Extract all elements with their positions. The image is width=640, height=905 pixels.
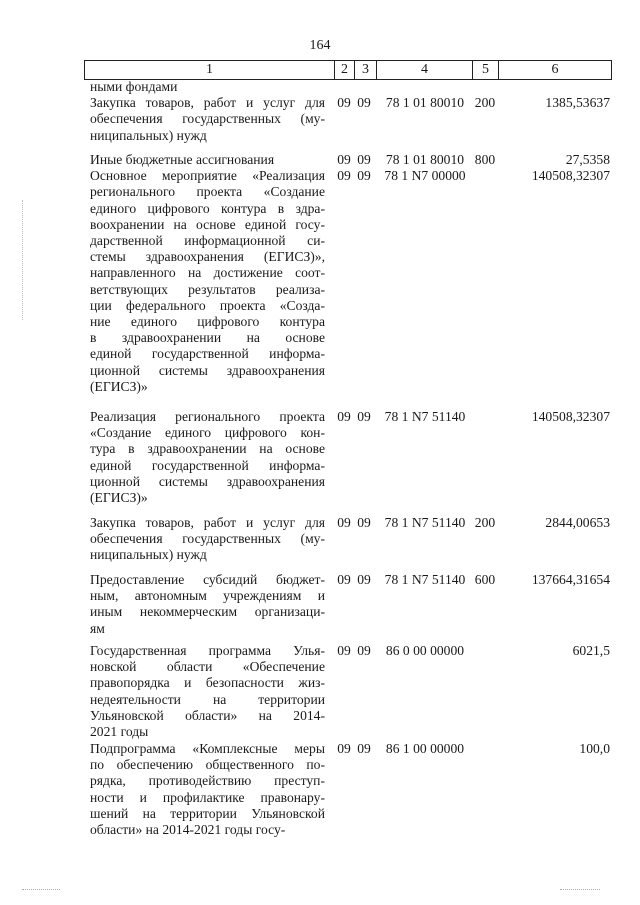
row-subsection: 09	[357, 152, 371, 167]
table-row	[0, 152, 640, 168]
row-name-line: тура в здравоохранении на основе	[90, 441, 325, 457]
table-row	[0, 95, 640, 144]
row-subsection: 09	[357, 95, 371, 111]
row-name-line: ям	[90, 620, 105, 636]
row-expense-type: 200	[474, 95, 496, 111]
row-name-line: Предоставление субсидий бюджет-	[90, 572, 325, 587]
row-amount: 2844,00653	[545, 515, 610, 530]
row-name-line: Реализация регионального проекта	[90, 409, 325, 424]
table-row	[0, 741, 640, 838]
row-target-article: 78 1 01 80010	[385, 95, 465, 111]
row-expense-type: 200	[474, 515, 496, 530]
row-section: 09	[337, 741, 351, 756]
header-col-4: 4	[377, 61, 473, 79]
scan-edge-mark	[22, 200, 24, 320]
table-row	[0, 572, 640, 637]
row-name-line: ветствующих результатов реализа-	[90, 281, 325, 297]
row-amount: 140508,32307	[531, 168, 610, 184]
row-name-line: ционной системы здравоохранения	[90, 362, 325, 378]
row-name	[90, 409, 325, 506]
row-target-article: 78 1 N7 51140	[384, 572, 466, 587]
row-name-line: единой государственной информа-	[90, 346, 325, 362]
row-expense-type: 800	[474, 152, 496, 167]
row-subsection: 09	[357, 572, 371, 587]
row-expense-type: 600	[474, 572, 496, 587]
page-number: 164	[309, 38, 331, 53]
row-name-line: ние единого цифрового контура	[90, 314, 325, 330]
row-subsection: 09	[357, 515, 371, 530]
row-section: 09	[337, 409, 351, 424]
row-name-line: по обеспечению общественного по-	[90, 757, 325, 773]
row-name-line: ности и профилактике правонару-	[90, 789, 325, 805]
row-subsection: 09	[357, 643, 371, 658]
header-col-2: 2	[335, 61, 355, 79]
row-name-line: Иные бюджетные ассигнования	[90, 152, 275, 167]
row-name-line: единого цифрового контура в здра-	[90, 200, 325, 216]
row-name	[90, 572, 325, 637]
row-name-line: ции федерального проекта «Созда-	[90, 297, 325, 313]
row-name-line: Основное мероприятие «Реализация	[90, 168, 325, 184]
row-name-line: единой государственной информа-	[90, 457, 325, 473]
row-section: 09	[337, 515, 351, 530]
row-name-line: ниципальных) нужд	[90, 127, 207, 143]
row-name-line: «Создание единого цифрового кон-	[90, 425, 325, 441]
row-amount: 140508,32307	[531, 409, 610, 424]
row-name-line: Закупка товаров, работ и услуг для	[90, 95, 325, 111]
row-name	[90, 95, 325, 144]
row-subsection: 09	[357, 168, 371, 184]
row-section: 09	[337, 95, 351, 111]
row-name-line: Ульяновской области» на 2014-	[90, 707, 325, 723]
table-row	[0, 79, 640, 95]
row-name	[90, 643, 325, 740]
row-name	[90, 515, 325, 564]
header-col-5: 5	[473, 61, 499, 79]
row-target-article: 78 1 01 80010	[385, 152, 465, 167]
row-name-line: правопорядка и безопасности жиз-	[90, 675, 325, 691]
row-amount: 27,5358	[565, 152, 610, 167]
row-name-line: рядка, противодействию преступ-	[90, 773, 325, 789]
row-name	[90, 741, 325, 838]
row-name-line: дарственной информационной си-	[90, 233, 325, 248]
row-name-line: направленного на достижение соот-	[90, 265, 325, 281]
row-name-line: стемы здравоохранения (ЕГИСЗ)»,	[90, 249, 325, 265]
row-name	[90, 168, 325, 395]
footer-dots-right	[560, 889, 600, 891]
row-name	[90, 79, 325, 95]
row-target-article: 78 1 N7 51140	[384, 515, 466, 530]
row-name-line: ным, автономным учреждениям и	[90, 588, 325, 604]
row-name-line: регионального проекта «Создание	[90, 184, 325, 200]
row-name-line: ционной системы здравоохранения	[90, 473, 325, 489]
row-name-line: Государственная программа Улья-	[90, 643, 325, 658]
row-name-line: области» на 2014-2021 годы госу-	[90, 822, 286, 838]
row-name-line: воохранении на основе единой госу-	[90, 216, 325, 232]
row-section: 09	[337, 643, 351, 658]
row-name-line: обеспечения государственных (му-	[90, 111, 325, 127]
row-name-line: ными фондами	[90, 79, 178, 94]
header-col-1: 1	[85, 61, 335, 79]
header-col-3: 3	[355, 61, 377, 79]
table-header	[84, 60, 612, 80]
row-name-line: Подпрограмма «Комплексные меры	[90, 741, 325, 756]
row-section: 09	[337, 152, 351, 167]
row-section: 09	[337, 168, 351, 184]
table-row	[0, 409, 640, 506]
row-subsection: 09	[357, 409, 371, 424]
row-name-line: (ЕГИСЗ)»	[90, 378, 148, 394]
row-name-line: Закупка товаров, работ и услуг для	[90, 515, 325, 530]
row-amount: 137664,31654	[531, 572, 610, 587]
table-row	[0, 643, 640, 740]
table-row	[0, 168, 640, 395]
row-amount: 1385,53637	[545, 95, 610, 111]
row-amount: 6021,5	[572, 643, 610, 658]
row-name-line: шений на территории Ульяновской	[90, 805, 325, 821]
row-name-line: недеятельности на территории	[90, 691, 325, 707]
header-col-6: 6	[551, 62, 559, 77]
row-target-article: 78 1 N7 51140	[384, 409, 466, 424]
row-name-line: 2021 годы	[90, 724, 149, 740]
row-target-article: 86 1 00 00000	[385, 741, 465, 756]
row-amount: 100,0	[579, 741, 610, 756]
row-name-line: ниципальных) нужд	[90, 547, 207, 563]
row-name-line: (ЕГИСЗ)»	[90, 490, 148, 506]
row-name-line: обеспечения государственных (му-	[90, 531, 325, 547]
row-name-line: новской области «Обеспечение	[90, 659, 325, 675]
table-row	[0, 515, 640, 564]
row-target-article: 86 0 00 00000	[385, 643, 465, 658]
row-name-line: в здравоохранении на основе	[90, 330, 325, 346]
row-target-article: 78 1 N7 00000	[384, 168, 466, 184]
row-subsection: 09	[357, 741, 371, 756]
row-name	[90, 152, 325, 168]
footer-dots-left	[22, 889, 60, 891]
row-section: 09	[337, 572, 351, 587]
row-name-line: иным некоммерческим организаци-	[90, 604, 325, 620]
